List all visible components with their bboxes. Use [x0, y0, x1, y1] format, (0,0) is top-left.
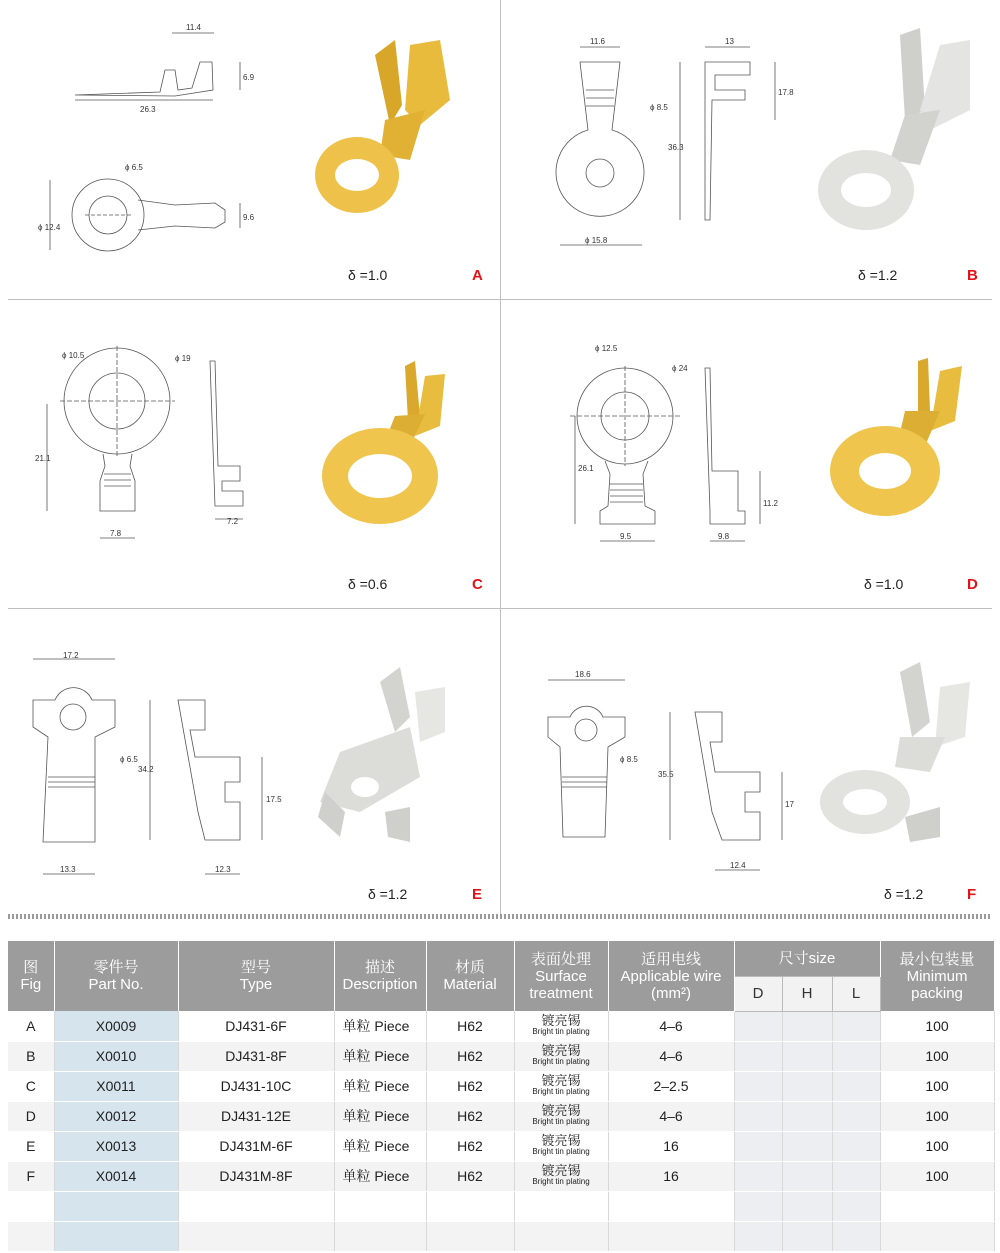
cell-wire: 4–6 — [608, 1011, 734, 1041]
spec-table — [8, 941, 995, 1252]
header-surface: 表面处理 Surface treatment — [514, 941, 608, 1011]
cell-l — [832, 1071, 880, 1101]
cell-l — [832, 1101, 880, 1131]
cell-desc: 单粒 Piece — [334, 1161, 426, 1191]
cell-d — [734, 1131, 782, 1161]
cell-d — [734, 1011, 782, 1041]
cell-packing: 100 — [880, 1071, 994, 1101]
cell-surface: 镀亮锡 Bright tin plating — [514, 1101, 608, 1131]
cell-surface: 镀亮锡 Bright tin plating — [514, 1041, 608, 1071]
cell-fig: E — [8, 1131, 54, 1161]
dim-label: 34.2 — [138, 765, 154, 774]
cell-part: X0011 — [54, 1071, 178, 1101]
figure-letter: C — [472, 576, 483, 593]
cell-type — [178, 1191, 334, 1221]
cell-h — [782, 1221, 832, 1251]
figure-b-drawing — [500, 0, 1000, 300]
cell-type: DJ431M-6F — [178, 1131, 334, 1161]
cell-desc: 单粒 Piece — [334, 1131, 426, 1161]
cell-l — [832, 1221, 880, 1251]
cell-material: H62 — [426, 1101, 514, 1131]
dim-label: 9.6 — [243, 213, 255, 222]
cell-part: X0010 — [54, 1041, 178, 1071]
figure-d-drawing — [500, 306, 1000, 606]
figure-b — [500, 0, 1000, 306]
cell-d — [734, 1101, 782, 1131]
cell-h — [782, 1011, 832, 1041]
dim-label: ϕ 6.5 — [120, 755, 138, 764]
cell-part — [54, 1221, 178, 1251]
dim-label: ϕ 12.4 — [38, 223, 61, 232]
cell-surface — [514, 1221, 608, 1251]
cell-material: H62 — [426, 1071, 514, 1101]
cell-part — [54, 1191, 178, 1221]
header-material: 材质 Material — [426, 941, 514, 1011]
cell-packing — [880, 1221, 994, 1251]
figure-d — [500, 306, 1000, 612]
cell-fig — [8, 1221, 54, 1251]
cell-fig: C — [8, 1071, 54, 1101]
cell-h — [782, 1161, 832, 1191]
cell-type: DJ431-10C — [178, 1071, 334, 1101]
separator-stripe — [8, 914, 992, 919]
cell-material — [426, 1191, 514, 1221]
cell-fig: F — [8, 1161, 54, 1191]
cell-fig: D — [8, 1101, 54, 1131]
cell-wire — [608, 1191, 734, 1221]
cell-packing: 100 — [880, 1011, 994, 1041]
table-row — [8, 1221, 994, 1251]
terminal-photo-a — [315, 40, 450, 213]
figure-e — [0, 612, 500, 918]
dim-label: 21.1 — [35, 454, 51, 463]
cell-packing: 100 — [880, 1131, 994, 1161]
dim-label: 12.4 — [730, 861, 746, 870]
figure-f-drawing — [500, 612, 1000, 912]
cell-l — [832, 1161, 880, 1191]
terminal-photo-e — [318, 667, 445, 842]
terminal-photo-d — [830, 358, 962, 516]
dim-label: 26.1 — [578, 464, 594, 473]
dim-label: 17 — [785, 800, 794, 809]
dim-label: 26.3 — [140, 105, 156, 114]
dim-label: ϕ 12.5 — [595, 344, 618, 353]
cell-surface: 镀亮锡 Bright tin plating — [514, 1011, 608, 1041]
cell-packing: 100 — [880, 1161, 994, 1191]
dim-label: 9.8 — [718, 532, 730, 541]
cell-packing: 100 — [880, 1041, 994, 1071]
dim-label: 35.5 — [658, 770, 674, 779]
table-row — [8, 1101, 994, 1131]
header-packing: 最小包装量 Minimum packing — [880, 941, 994, 1011]
table-row — [8, 1191, 994, 1221]
dim-label: 36.3 — [668, 143, 684, 152]
cell-l — [832, 1131, 880, 1161]
figure-letter: E — [472, 886, 483, 903]
cell-packing — [880, 1191, 994, 1221]
dim-label: 7.8 — [110, 529, 122, 538]
cell-h — [782, 1101, 832, 1131]
cell-material — [426, 1221, 514, 1251]
thickness-label: δ =0.6 — [348, 576, 388, 592]
cell-h — [782, 1191, 832, 1221]
cell-type: DJ431-8F — [178, 1041, 334, 1071]
figure-letter: A — [472, 267, 483, 284]
cell-type: DJ431M-8F — [178, 1161, 334, 1191]
cell-part: X0013 — [54, 1131, 178, 1161]
header-size-l: L — [832, 976, 880, 1011]
dim-label: 12.3 — [215, 865, 231, 874]
dim-label: ϕ 15.8 — [585, 236, 608, 245]
cell-d — [734, 1161, 782, 1191]
dim-label: 13 — [725, 37, 734, 46]
terminal-photo-c — [322, 361, 445, 524]
cell-desc: 单粒 Piece — [334, 1071, 426, 1101]
table-row — [8, 1131, 994, 1161]
cell-wire: 4–6 — [608, 1101, 734, 1131]
dim-label: ϕ 6.5 — [125, 163, 143, 172]
cell-desc — [334, 1221, 426, 1251]
thickness-label: δ =1.2 — [368, 886, 408, 902]
cell-l — [832, 1041, 880, 1071]
table-row — [8, 1071, 994, 1101]
cell-fig: A — [8, 1011, 54, 1041]
dim-label: 17.2 — [63, 651, 79, 660]
figure-c — [0, 306, 500, 612]
figure-a — [0, 0, 500, 306]
cell-desc: 单粒 Piece — [334, 1011, 426, 1041]
cell-fig — [8, 1191, 54, 1221]
header-part-no: 零件号 Part No. — [54, 941, 178, 1011]
table-row — [8, 1041, 994, 1071]
cell-d — [734, 1221, 782, 1251]
cell-h — [782, 1071, 832, 1101]
dim-label: 7.2 — [227, 517, 239, 526]
thickness-label: δ =1.0 — [864, 576, 904, 592]
cell-material: H62 — [426, 1041, 514, 1071]
cell-desc — [334, 1191, 426, 1221]
cell-wire: 16 — [608, 1131, 734, 1161]
dim-label: 11.4 — [186, 23, 201, 32]
cell-surface: 镀亮锡 Bright tin plating — [514, 1071, 608, 1101]
cell-part: X0009 — [54, 1011, 178, 1041]
terminal-photo-f — [820, 662, 970, 842]
dim-label: 17.5 — [266, 795, 282, 804]
thickness-label: δ =1.0 — [348, 267, 388, 283]
figure-letter: B — [967, 267, 978, 284]
cell-part: X0012 — [54, 1101, 178, 1131]
cell-type — [178, 1221, 334, 1251]
figure-f — [500, 612, 1000, 918]
cell-type: DJ431-12E — [178, 1101, 334, 1131]
cell-wire: 2–2.5 — [608, 1071, 734, 1101]
figure-letter: F — [967, 886, 977, 903]
table-row — [8, 1161, 994, 1191]
cell-wire — [608, 1221, 734, 1251]
thickness-label: δ =1.2 — [884, 886, 924, 902]
dim-label: 6.9 — [243, 73, 255, 82]
header-wire: 适用电线 Applicable wire (mm²) — [608, 941, 734, 1011]
table-row — [8, 1011, 994, 1041]
dim-label: ϕ 8.5 — [620, 755, 638, 764]
dim-label: ϕ 19 — [175, 354, 191, 363]
header-description: 描述 Description — [334, 941, 426, 1011]
cell-wire: 16 — [608, 1161, 734, 1191]
cell-desc: 单粒 Piece — [334, 1101, 426, 1131]
dim-label: 17.8 — [778, 88, 794, 97]
cell-fig: B — [8, 1041, 54, 1071]
figure-e-drawing — [0, 612, 500, 912]
header-size: 尺寸size — [734, 941, 880, 976]
cell-material: H62 — [426, 1161, 514, 1191]
header-size-d: D — [734, 976, 782, 1011]
dim-label: 11.2 — [763, 499, 778, 508]
figure-c-drawing — [0, 306, 500, 606]
dim-label: ϕ 24 — [672, 364, 688, 373]
cell-desc: 单粒 Piece — [334, 1041, 426, 1071]
dim-label: 13.3 — [60, 865, 76, 874]
cell-material: H62 — [426, 1131, 514, 1161]
cell-h — [782, 1041, 832, 1071]
header-size-h: H — [782, 976, 832, 1011]
spec-table-body — [8, 1011, 994, 1251]
cell-wire: 4–6 — [608, 1041, 734, 1071]
figure-a-drawing — [0, 0, 500, 300]
cell-type: DJ431-6F — [178, 1011, 334, 1041]
thickness-label: δ =1.2 — [858, 267, 898, 283]
cell-d — [734, 1041, 782, 1071]
cell-l — [832, 1191, 880, 1221]
header-type: 型号 Type — [178, 941, 334, 1011]
dim-label: 11.6 — [590, 37, 605, 46]
terminal-photo-b — [818, 28, 970, 230]
cell-d — [734, 1071, 782, 1101]
cell-part: X0014 — [54, 1161, 178, 1191]
cell-l — [832, 1011, 880, 1041]
dim-label: 18.6 — [575, 670, 591, 679]
cell-h — [782, 1131, 832, 1161]
dim-label: 9.5 — [620, 532, 632, 541]
cell-material: H62 — [426, 1011, 514, 1041]
header-fig: 图 Fig — [8, 941, 54, 1011]
dim-label: ϕ 8.5 — [650, 103, 668, 112]
cell-d — [734, 1191, 782, 1221]
dim-label: ϕ 10.5 — [62, 351, 85, 360]
cell-packing: 100 — [880, 1101, 994, 1131]
cell-surface: 镀亮锡 Bright tin plating — [514, 1161, 608, 1191]
cell-surface: 镀亮锡 Bright tin plating — [514, 1131, 608, 1161]
cell-surface — [514, 1191, 608, 1221]
figure-letter: D — [967, 576, 978, 593]
